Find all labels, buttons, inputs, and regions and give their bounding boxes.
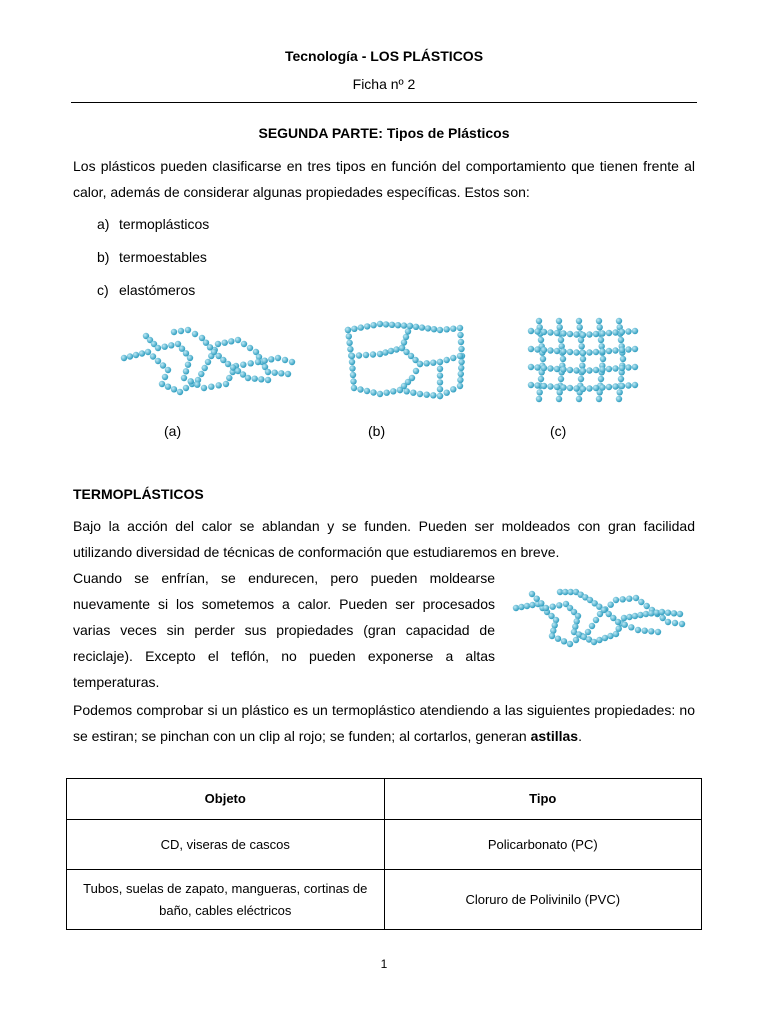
figure-caption-b: (b) — [368, 423, 386, 439]
document-title: Tecnología - LOS PLÁSTICOS — [284, 48, 484, 64]
list-label: termoestables — [119, 249, 207, 265]
termoplasticos-paragraph-1-cont: Cuando se enfrían, se endurecen, pero pueden moldearse nuevamente si los sometemos a calor. Pueden ser procesados varias veces sin perder sus propiedades (gran capacidad de reciclaje). Excepto el teflón, no pueden exponerse a altas temperaturas. — [73, 570, 495, 690]
table-cell-objeto: Tubos, suelas de zapato, mangueras, cortinas de baño, cables eléctricos — [67, 870, 385, 930]
properties-bold-text: astillas — [530, 728, 579, 744]
thermoplastic-chain-illustration-small — [512, 586, 687, 656]
list-marker: b) — [97, 249, 110, 265]
properties-text: Podemos comprobar si un plástico es un termoplástico atendiendo a las siguientes propiedades: no se estiran; se pinchan con un clip al rojo; se funden; al cortarlos, generan — [73, 702, 695, 744]
figure-caption-a: (a) — [164, 423, 182, 439]
elastomer-network-illustration — [523, 313, 641, 408]
intro-paragraph: Los plásticos pueden clasificarse en tres tipos en función del comportamiento que tienen frente al calor, además de considerar algunas propiedades específicas. Estos son: — [73, 158, 695, 200]
list-item-elastomeros — [97, 282, 195, 298]
column-header-tipo: Tipo — [384, 779, 702, 820]
header-divider — [71, 102, 697, 103]
list-item-termoestables — [97, 249, 207, 265]
table-header-row — [67, 779, 702, 820]
table-cell-objeto: CD, viseras de cascos — [67, 820, 385, 870]
list-marker: c) — [97, 282, 109, 298]
termoplasticos-properties-paragraph — [73, 697, 695, 749]
termoplasticos-paragraph-1: Bajo la acción del calor se ablandan y se funden. Pueden ser moldeados con gran facilidad utilizando diversidad de técnicas de conformación que estudiaremos en breve. — [73, 518, 695, 560]
properties-end: . — [578, 728, 582, 744]
list-label: termoplásticos — [119, 216, 210, 232]
table-row — [67, 820, 702, 870]
column-header-objeto: Objeto — [67, 779, 385, 820]
table-cell-tipo: Policarbonato (PC) — [384, 820, 702, 870]
list-item-termoplasticos — [97, 216, 209, 232]
list-label: elastómeros — [119, 282, 196, 298]
termoplasticos-heading: TERMOPLÁSTICOS — [73, 486, 204, 502]
figure-caption-c: (c) — [550, 423, 567, 439]
page-number: 1 — [380, 957, 388, 971]
thermoplastic-chain-illustration — [118, 322, 298, 402]
plastics-table — [66, 778, 702, 930]
thermoset-network-illustration — [340, 316, 470, 406]
table-cell-tipo: Cloruro de Polivinilo (PVC) — [384, 870, 702, 930]
table-row — [67, 870, 702, 930]
document-subtitle: Ficha nº 2 — [352, 76, 416, 92]
section-title: SEGUNDA PARTE: Tipos de Plásticos — [258, 125, 510, 141]
list-marker: a) — [97, 216, 110, 232]
